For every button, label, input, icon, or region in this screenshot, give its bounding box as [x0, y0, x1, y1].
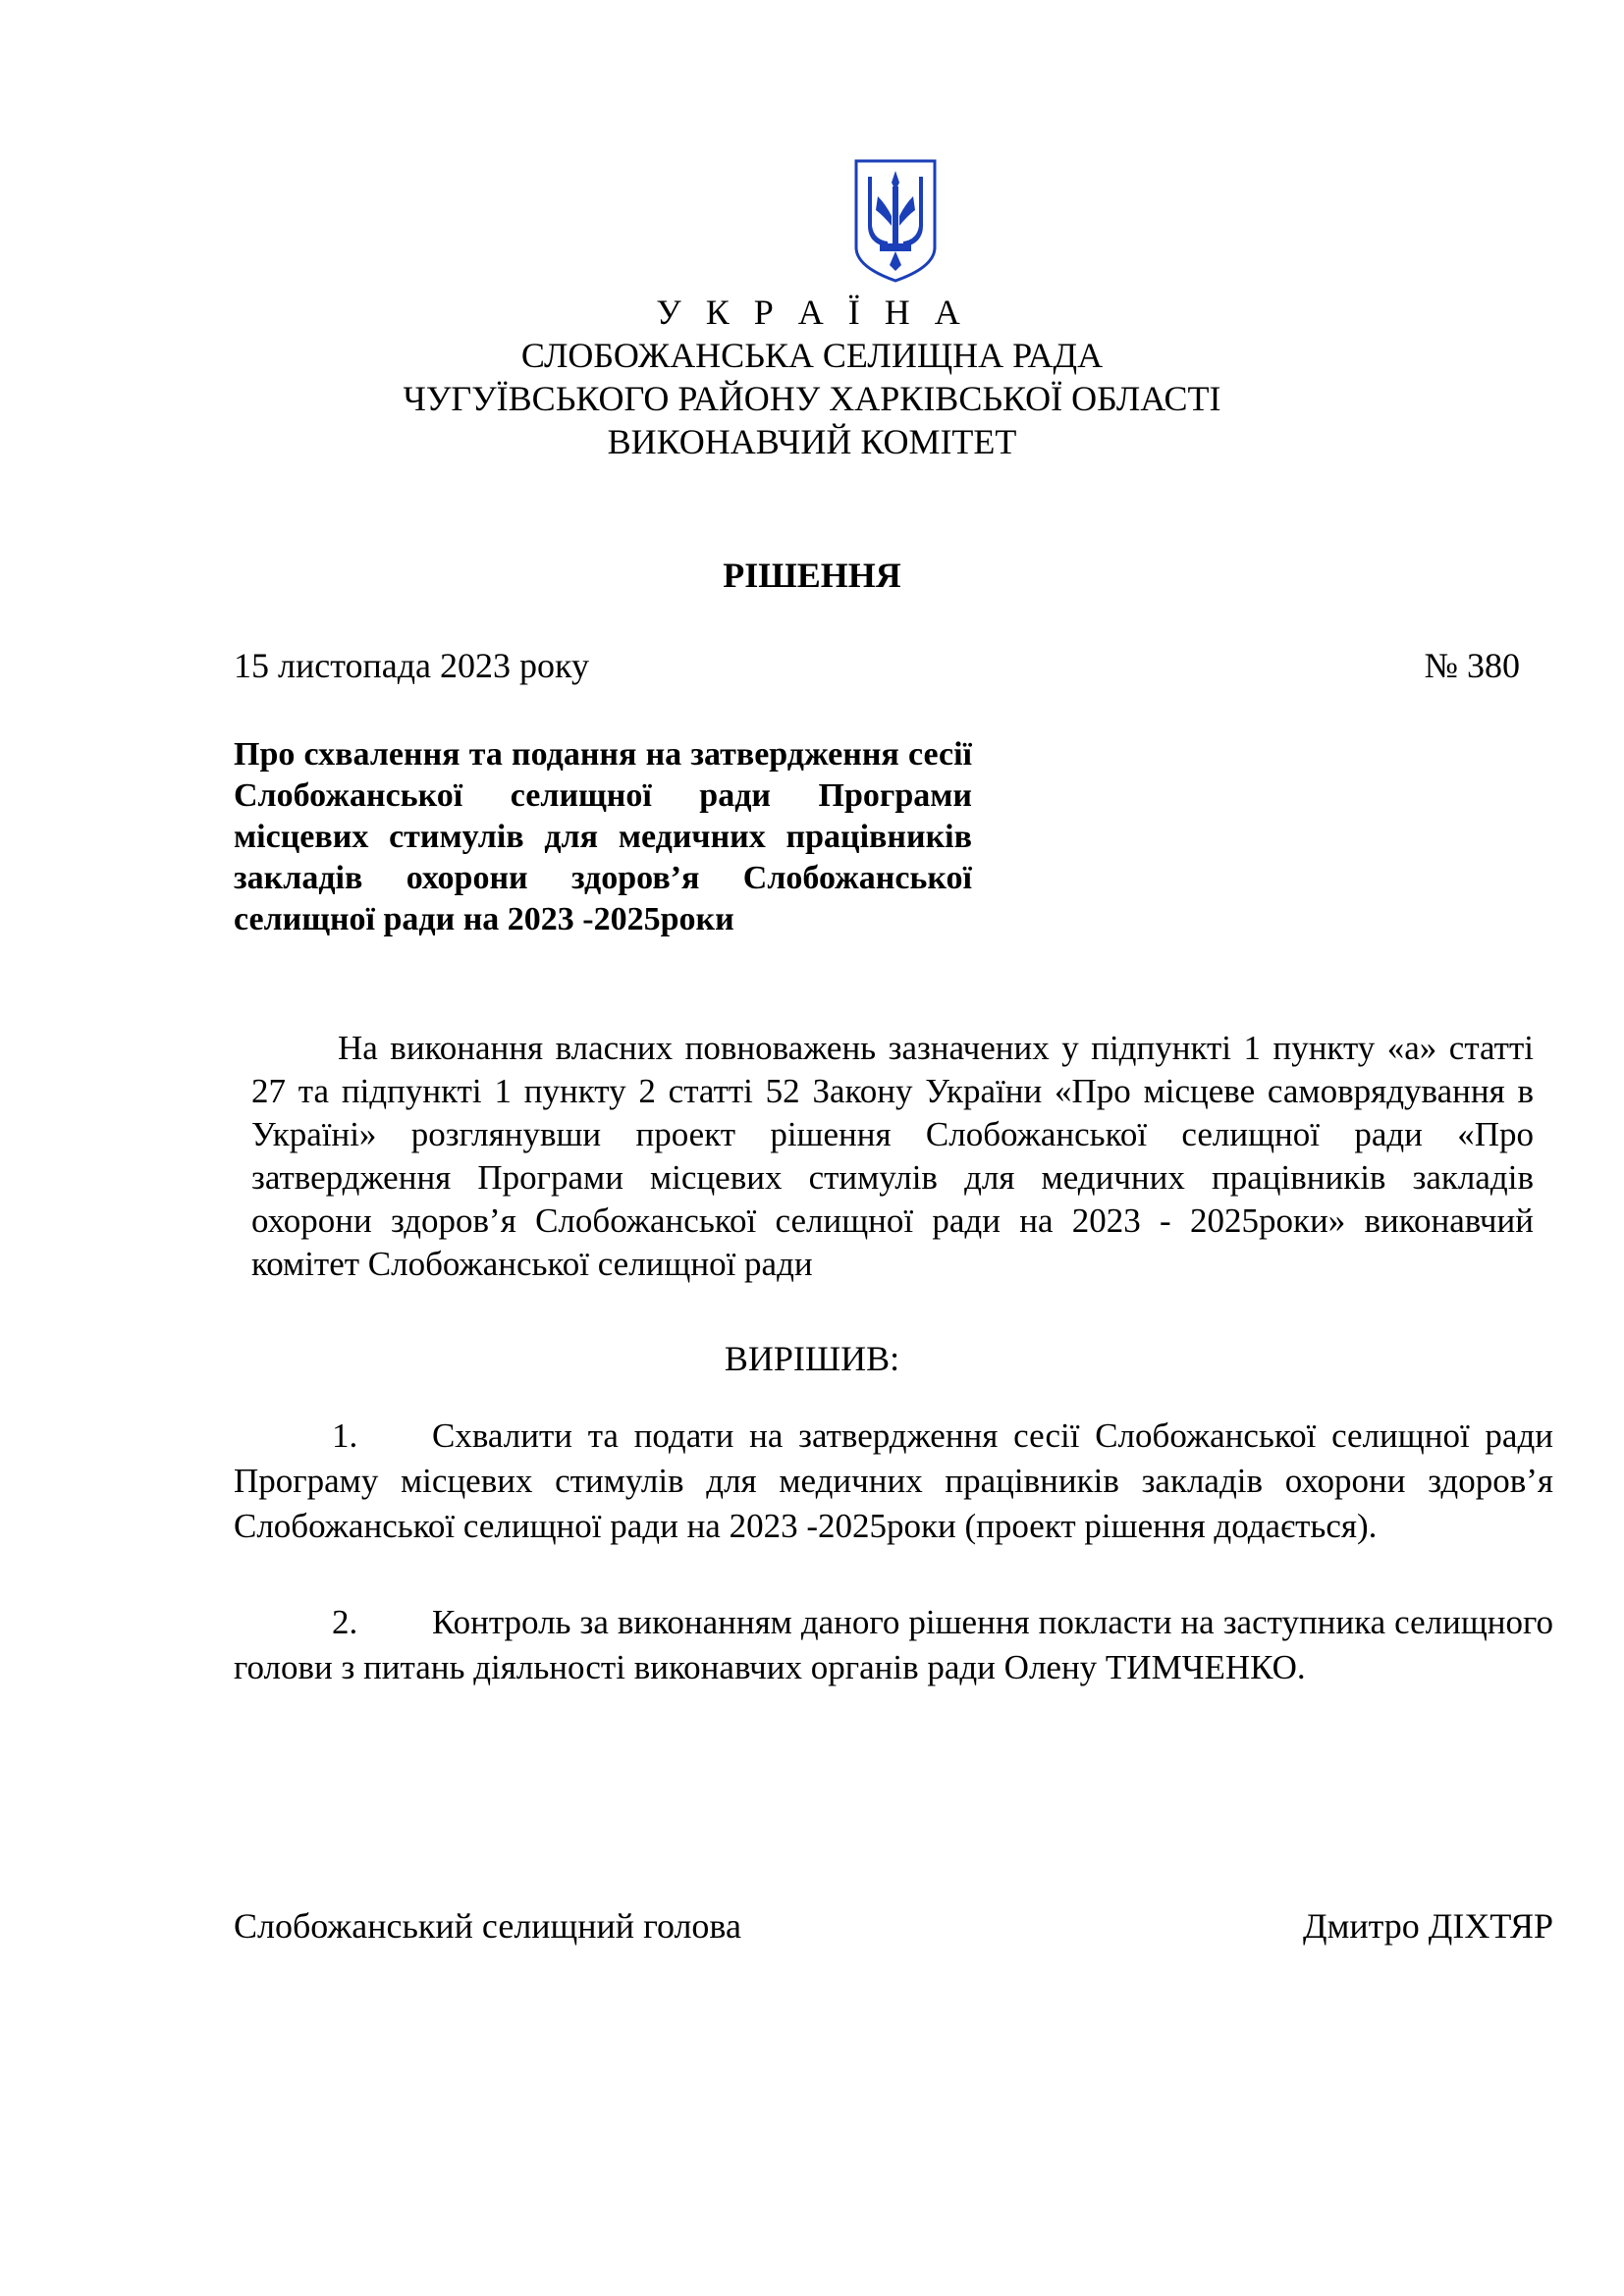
- signer-name: Дмитро ДІХТЯР: [1303, 1906, 1553, 1946]
- trident-coat-of-arms-icon: [852, 157, 939, 285]
- document-subject: Про схвалення та подання на затвердження сесії Слобожанської селищної ради Програми місцевих стимулів для медичних працівників закладів охорони здоров’я Слобожанської селищної ради на 2023 -2025роки: [234, 736, 972, 937]
- item-number: 2.: [332, 1603, 358, 1641]
- resolution-item-1: [234, 1414, 1553, 1549]
- header-country: У К Р А Ї Н А: [656, 293, 968, 332]
- header-district: ЧУГУЇВСЬКОГО РАЙОНУ ХАРКІВСЬКОЇ ОБЛАСТІ: [403, 379, 1221, 418]
- document-type-title: РІШЕННЯ: [723, 556, 901, 595]
- resolved-heading: ВИРІШИВ:: [724, 1339, 900, 1378]
- document-number: № 380: [1424, 646, 1520, 685]
- header-committee: ВИКОНАВЧИЙ КОМІТЕТ: [607, 422, 1017, 461]
- item-number: 1.: [332, 1416, 358, 1455]
- resolution-item-2: [234, 1600, 1553, 1690]
- item-text: Контроль за виконанням даного рішення покласти на заступника селищного голови з питань діяльності виконавчих органів ради Олену ТИМЧЕНКО.: [234, 1603, 1553, 1686]
- item-text: Схвалити та подати на затвердження сесії Слобожанської селищної ради Програму місцевих стимулів для медичних працівників закладів охорони здоров’я Слобожанської селищної ради на 2023 -2025роки (проект рішення додається).: [234, 1416, 1553, 1545]
- document-preamble: На виконання власних повноважень зазначених у підпункті 1 пункту «а» статті 27 та підпункті 1 пункту 2 статті 52 Закону України «Про місцеве самоврядування в Україні» розглянувши проект рішення Слобожанської селищної ради «Про затвердження Програми місцевих стимулів для медичних працівників закладів охорони здоров’я Слобожанської селищної ради на 2023 - 2025роки» виконавчий комітет Слобожанської селищної ради: [251, 1029, 1534, 1283]
- document-date: 15 листопада 2023 року: [234, 646, 589, 685]
- header-council: СЛОБОЖАНСЬКА СЕЛИЩНА РАДА: [520, 336, 1104, 375]
- signer-title: Слобожанський селищний голова: [234, 1906, 741, 1946]
